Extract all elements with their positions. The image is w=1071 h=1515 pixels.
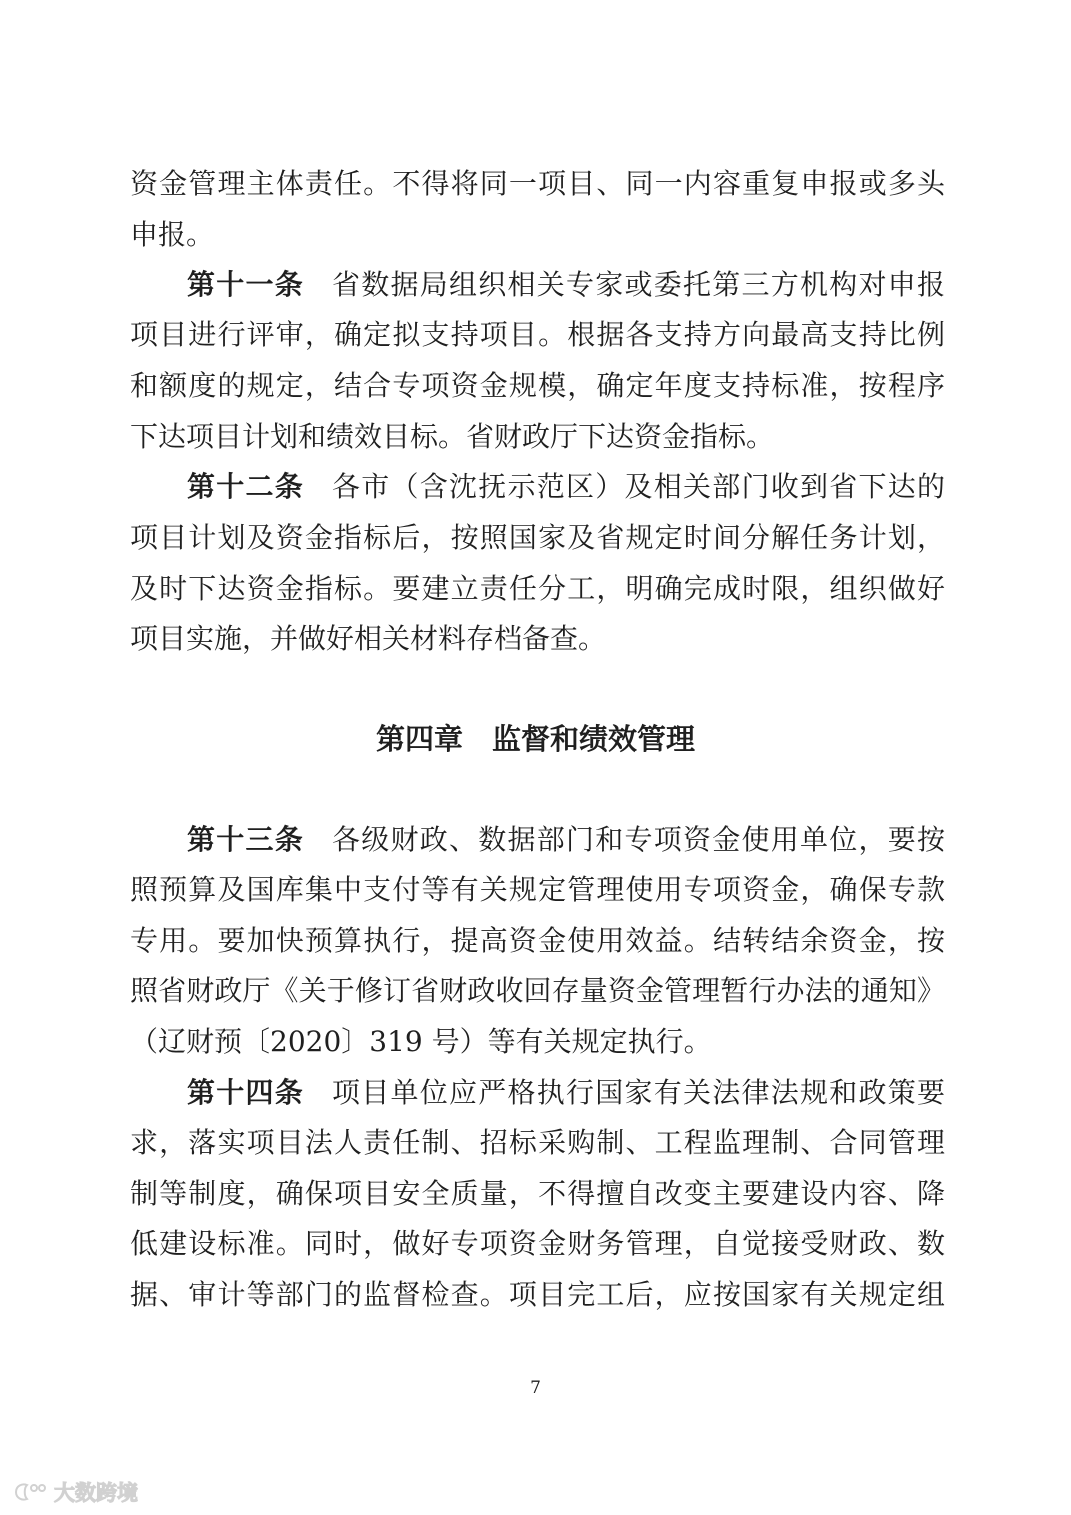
paragraph-line: 求，落实项目法人责任制、招标采购制、工程监理制、合同管理	[130, 1126, 945, 1159]
article-11-first-line	[187, 268, 945, 302]
article-14-first-line	[187, 1076, 945, 1110]
chapter-title: 第四章 监督和绩效管理	[375, 722, 695, 756]
article-11-heading: 第十一条	[187, 268, 304, 301]
paragraph-text: 各级财政、数据部门和专项资金使用单位，要按	[332, 823, 945, 856]
paragraph-line: 申报。	[130, 218, 215, 251]
paragraph-line: （辽财预〔2020〕319 号）等有关规定执行。	[130, 1025, 712, 1058]
paragraph-text: 省数据局组织相关专家或委托第三方机构对申报	[332, 268, 945, 301]
paragraph-line: 照省财政厅《关于修订省财政收回存量资金管理暂行办法的通知》	[130, 974, 945, 1007]
article-13-heading: 第十三条	[187, 823, 304, 856]
watermark	[12, 1479, 138, 1505]
paragraph-text: 各市（含沈抚示范区）及相关部门收到省下达的	[332, 470, 945, 503]
paragraph-text: 项目单位应严格执行国家有关法律法规和政策要	[332, 1076, 945, 1109]
paragraph-line: 资金管理主体责任。不得将同一项目、同一内容重复申报或多头	[130, 167, 945, 200]
article-12-heading: 第十二条	[187, 470, 304, 503]
article-13-first-line	[187, 823, 945, 857]
paragraph-line: 项目进行评审，确定拟支持项目。根据各支持方向最高支持比例	[130, 318, 945, 351]
paragraph-line: 照预算及国库集中支付等有关规定管理使用专项资金，确保专款	[130, 873, 945, 906]
page-number: 7	[530, 1378, 541, 1398]
paragraph-line: 下达项目计划和绩效目标。省财政厅下达资金指标。	[130, 420, 775, 453]
paragraph-line: 据、审计等部门的监督检查。项目完工后，应按国家有关规定组	[130, 1278, 945, 1311]
paragraph-line: 专用。要加快预算执行，提高资金使用效益。结转结余资金，按	[130, 924, 945, 957]
paragraph-line: 低建设标准。同时，做好专项资金财务管理，自觉接受财政、数	[130, 1227, 945, 1260]
article-12-first-line	[187, 470, 945, 504]
paragraph-line: 项目计划及资金指标后，按照国家及省规定时间分解任务计划，	[130, 521, 945, 554]
paragraph-line: 及时下达资金指标。要建立责任分工，明确完成时限，组织做好	[130, 572, 945, 605]
brand-logo-icon	[12, 1480, 48, 1504]
paragraph-line: 和额度的规定，结合专项资金规模，确定年度支持标准，按程序	[130, 369, 945, 402]
article-14-heading: 第十四条	[187, 1076, 304, 1109]
paragraph-line: 项目实施，并做好相关材料存档备查。	[130, 622, 607, 655]
paragraph-line: 制等制度，确保项目安全质量，不得擅自改变主要建设内容、降	[130, 1177, 945, 1210]
watermark-text: 大数跨境	[54, 1481, 138, 1505]
